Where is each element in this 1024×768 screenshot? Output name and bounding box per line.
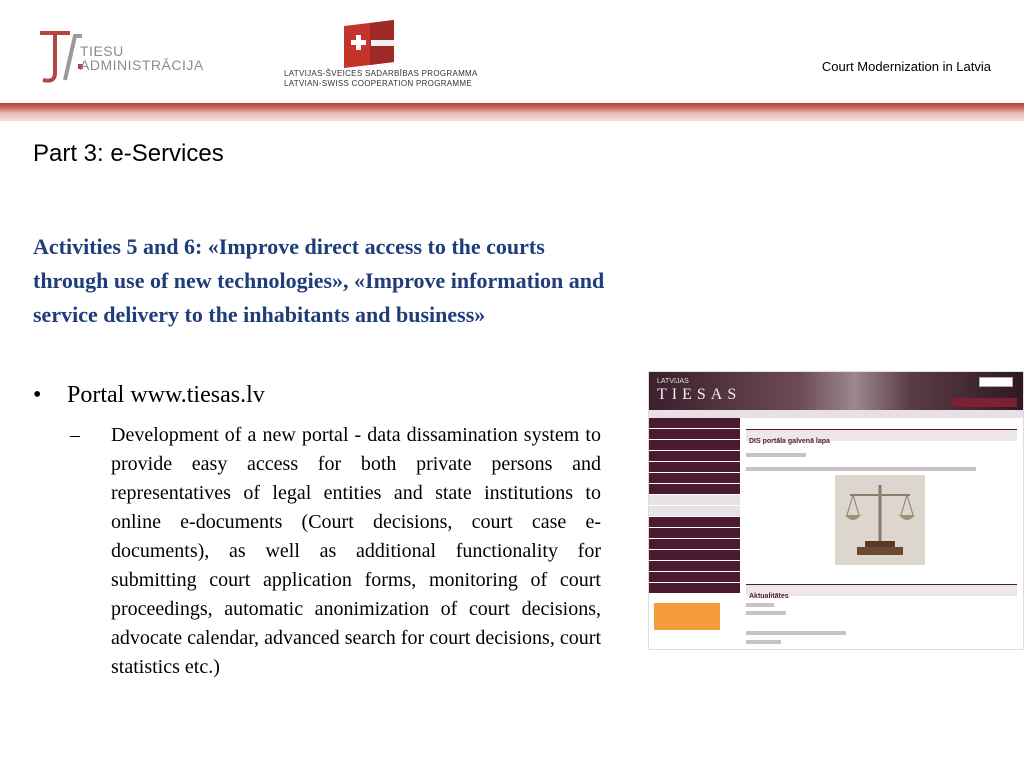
sub-bullet-dash: – (70, 424, 80, 446)
portal-brand-small: LATVIJAS (657, 378, 689, 385)
logo-line-1: TIESU (80, 43, 124, 59)
portal-brand: TIESAS (657, 386, 742, 403)
portal-sidebar-item (649, 561, 740, 571)
portal-sidebar-item (649, 484, 740, 494)
sub-bullet-text: Development of a new portal - data dissamination system to provide easy access for both private persons and representatives of legal entities and state institutions to online e-documents (Court decisions, court case e-documents), as well as additional functionality for submitting court application forms, monitoring of court proceedings, automatic anonimization of court decisions, advocate calendar, advanced search for court decisions, court statistics etc.) (111, 424, 601, 678)
programme-caption (284, 69, 478, 89)
portal-sidebar-item (649, 440, 740, 450)
logo-line-2: ADMINISTRĀCIJA (80, 57, 204, 73)
latvia-swiss-flag-icon (340, 20, 398, 68)
portal-sidebar-item (649, 462, 740, 472)
portal-sidebar-item (649, 429, 740, 439)
portal-text-line (746, 467, 976, 471)
programme-line-2: LATVIAN-SWISS COOPERATION PROGRAMME (284, 79, 472, 88)
activities-heading: Activities 5 and 6: «Improve direct access to the courts through use of new technologies», «Improve information and service delivery to the inhabitants and business» (33, 234, 605, 327)
portal-news-heading (746, 584, 1017, 600)
header-right-title: Court Modernization in Latvia (821, 59, 991, 74)
portal-search-box (979, 377, 1013, 387)
portal-news-title: Aktualitātes (749, 593, 789, 600)
portal-text-line (746, 611, 786, 615)
bullet-item-portal (33, 382, 265, 409)
bullet-symbol: • (33, 382, 42, 408)
portal-sidebar-item (649, 495, 740, 505)
portal-text-line (746, 640, 781, 644)
portal-sidebar-item (649, 528, 740, 538)
portal-orange-banner (654, 603, 720, 630)
logo-text (80, 44, 204, 72)
portal-sidebar-item (649, 572, 740, 582)
portal-toolbar (952, 398, 1017, 407)
scales-of-justice-icon (835, 475, 925, 565)
portal-text-line (746, 631, 846, 635)
header-divider-bar (0, 103, 1024, 121)
portal-sidebar-item (649, 583, 740, 593)
programme-line-1: LATVIJAS-ŠVEICES SADARBĪBAS PROGRAMMA (284, 69, 478, 78)
portal-breadcrumb (649, 410, 1023, 418)
portal-text-line (746, 603, 774, 607)
bullet-text: Portal www.tiesas.lv (67, 382, 265, 408)
portal-text-line (746, 453, 806, 457)
portal-sidebar-item (649, 550, 740, 560)
portal-sidebar-item (649, 517, 740, 527)
portal-sidebar-item (649, 506, 740, 516)
portal-sidebar-item (649, 539, 740, 549)
portal-main-title: DIS portāla galvenā lapa (749, 438, 830, 445)
portal-sidebar-item (649, 451, 740, 461)
portal-screenshot (648, 371, 1024, 650)
portal-sidebar-item (649, 473, 740, 483)
part-title: Part 3: e-Services (33, 140, 224, 167)
portal-sidebar (649, 418, 740, 649)
slide-header (0, 0, 1024, 103)
portal-main-heading (746, 429, 1017, 445)
portal-sidebar-item (649, 418, 740, 428)
